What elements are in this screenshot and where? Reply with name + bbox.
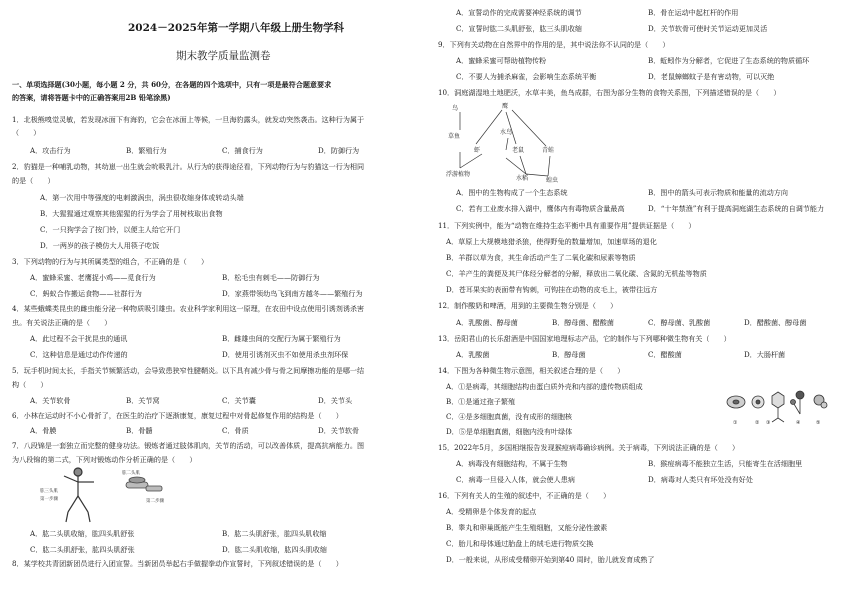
question-text: D．一两岁的孩子模仿大人用筷子吃饭 [40, 241, 160, 250]
question-text: 12．制作酸奶和啤酒，用到的主要微生物分别是（ ） [438, 301, 618, 310]
answer-option: A．关节软骨 [30, 396, 71, 405]
figure-label-d: 第二步骤 [146, 499, 164, 504]
question-text: B．大猩猩通过观察其他猩猩的行为学会了用树枝取出食物 [40, 209, 223, 218]
microbes-diagram [724, 384, 828, 426]
answer-option: C．不要人为捕杀麻雀，会影响生态系统平衡 [456, 72, 597, 81]
answer-option: D．“十年禁渔”有利于提高洞庭湖生态系统的自调节能力 [648, 204, 825, 213]
microbe-label: ④ [796, 420, 801, 426]
section-heading-line2: 的答案，请将答题卡中的正确答案用2B 铅笔涂黑) [12, 93, 171, 102]
answer-option: C．骨质 [222, 426, 249, 435]
question-text: D．苍耳果实的表面带有钩刺，可钩挂在动物的皮毛上，被带往远方 [446, 285, 658, 294]
question-text: 为八段锦的第二式，下列对锻炼动作分析正确的是（ ） [12, 455, 197, 464]
food-web-node: 虾 [474, 147, 481, 154]
section-heading-line1: 一、单项选择题(30小题，每小题 2 分，共 60分，在各题的四个选项中，只有一项是最符合题意要求 [12, 80, 332, 89]
question-text: 10．洞庭湖湿地土地肥沃，水草丰美，鱼鸟成群，右图为部分生物的食物关系图，下列描述错误的是（ ） [438, 88, 781, 97]
answer-option: D．关节软骨 [318, 426, 360, 435]
question-text: 6．小林在运动时不小心骨折了，在医生的治疗下逐渐康复，康复过程中对骨起修复作用的结构是（ ） [12, 411, 343, 420]
food-web-node: 浮游植物 [446, 171, 471, 178]
answer-option: D．老鼠蟑螂蚊子是有害动物，可以灭绝 [648, 72, 775, 81]
arm-diagram [126, 477, 162, 491]
answer-option: A．乳酸菌、醇母菌 [456, 318, 518, 327]
question-text: （ ） [12, 128, 41, 137]
question-text: C．一只狗学会了按门铃，以便主人给它开门 [40, 225, 181, 234]
question-text: B．①是通过孢子繁殖 [446, 397, 516, 406]
food-web-node: 草鱼 [448, 133, 461, 140]
question-text: A．受精卵是个体发育的起点 [446, 507, 537, 516]
question-text: 1．北极熊嗅觉灵敏，若发现冰面下有海豹，它会在冰面上等候，一旦海豹露头，就发动突然袭击。这种行为属于 [12, 115, 365, 124]
answer-option: A．肱二头肌收缩，肱四头肌舒张 [30, 529, 135, 538]
question-text: C．羊产生的粪便及其尸体经分解者的分解，释放出二氧化碳、含氮的无机盐等物质 [446, 269, 707, 278]
answer-option: B．蚯蚓作为分解者，它促进了生态系统的物质循环 [648, 56, 810, 65]
question-text: 8．某学校共青团新团员进行入团宣誓。当新团员举起右手做握拳动作宣誓时，下列叙述错误的是（ ） [12, 559, 343, 568]
question-text: 11．下列实例中，能为“动物在维持生态平衡中具有重要作用”提供证据是（ ） [438, 221, 696, 230]
answer-option: B．骨髓 [126, 426, 153, 435]
microbe-label: ③ [766, 420, 771, 426]
question-text: B．睾丸和卵巢既能产生生殖细胞，又能分泌性激素 [446, 523, 608, 532]
answer-option: A．蜜蜂采蜜可帮助植物传粉 [456, 56, 547, 65]
answer-option: C．宣誓时肱二头肌舒张，肱三头肌收缩 [456, 24, 583, 33]
question-text: 4．某些蛾蝶类昆虫的雌虫能分泌一种物质吸引雄虫。农业科学家利用这一原理，在农田中设点使用引诱剂诱杀害 [12, 304, 365, 313]
answer-option: C．捕食行为 [222, 146, 263, 155]
answer-option: A．攻击行为 [30, 146, 71, 155]
answer-option: B．肱二头肌舒张，肱四头肌收缩 [222, 529, 327, 538]
question-text: B．羊群以草为食，其生命活动产生了二氧化碳和尿素等物质 [446, 253, 636, 262]
food-web-node: 鸟 [452, 105, 459, 112]
food-web-node: 蝗虫 [546, 177, 559, 184]
answer-option: D．关节软骨可使时关节运动更加灵活 [648, 24, 768, 33]
figure-label-c: 第一步骤 [40, 497, 58, 502]
question-text: D．一般来说，从形成受精卵开始到第40 周时，胎儿就发育成熟了 [446, 555, 655, 564]
answer-option: B．雌雄虫间的交配行为属于繁殖行为 [222, 334, 341, 343]
question-text: 16．下列有关人的生殖的叙述中，不正确的是（ ） [438, 491, 611, 500]
answer-option: D．大肠杆菌 [744, 350, 786, 359]
person-figure [64, 468, 94, 522]
answer-option: A．图中的生物构成了一个生态系统 [456, 188, 568, 197]
microbe-label: ② [755, 420, 760, 426]
figure-label-b: 肱二头肌 [122, 471, 140, 476]
question-text: 9．下列有关动物在自然界中的作用的是，其中说法你不认同的是（ ） [438, 40, 670, 49]
answer-option: C．醋酸菌 [648, 350, 682, 359]
microbe-label: ⑤ [816, 420, 821, 426]
food-web-node: 青蛙 [542, 147, 555, 154]
food-web-node: 老鼠 [512, 147, 525, 154]
answer-option: B．图中的箭头可表示物质和能量的流动方向 [648, 188, 788, 197]
question-text: A．草原上大规模地猎杀狼，使得野兔的数量增加，加速草场的退化 [446, 237, 657, 246]
food-web-node: 鹰 [502, 103, 509, 110]
answer-option: A．此过程不会干扰昆虫的通讯 [30, 334, 128, 343]
answer-option: D．病毒对人类只有坏处没有好处 [648, 475, 753, 484]
question-text: 3．下列动物的行为与其所属类型的组合，不正确的是（ ） [12, 257, 209, 266]
question-text: C．胎儿和母体通过胎盘上的绒毛进行物质交换 [446, 539, 594, 548]
microbe-label: ① [733, 420, 738, 426]
question-text: 13．岳阳君山的长乐甜酒是中国国家地理标志产品，它的制作与下列哪种微生物有关（ ） [438, 334, 731, 343]
answer-option: B．骨在运动中起杠杆的作用 [648, 8, 739, 17]
question-text: D．⑤是单细胞真菌，细胞内没有叶绿体 [446, 427, 573, 436]
answer-option: B．醇母菌、醋酸菌 [552, 318, 614, 327]
answer-option: B．猴痘病毒不能独立生活，只能寄生在活细胞里 [648, 459, 803, 468]
answer-option: D．肱二头肌收缩，肱四头肌收缩 [222, 545, 327, 554]
figure-label-a: 肱三头肌 [40, 489, 58, 494]
answer-option: D．关节头 [318, 396, 353, 405]
answer-option: A．蜜蜂采蜜、老鹰捉小鸡——觅食行为 [30, 273, 156, 282]
answer-option: C．这种信息是通过动作传递的 [30, 350, 128, 359]
answer-option: A．乳酸菌 [456, 350, 490, 359]
answer-option: C．关节囊 [222, 396, 256, 405]
question-text: 15．2022年5月，多国相继报告发现猴痘病毒确诊病例。关于病毒，下列说法正确的是（ ） [438, 443, 740, 452]
question-text: A．①是病毒，其细胞结构由蛋白质外壳和内部的遗传物质组成 [446, 382, 643, 391]
question-text: A．第一次用中等强度的电刺激涡虫，涡虫很收缩身体或转动头端 [40, 193, 244, 202]
question-text: 14．下图为各种微生物示意图，相关叙述合理的是（ ） [438, 366, 625, 375]
answer-option: C．病毒一旦侵入人体，就会使人患病 [456, 475, 575, 484]
food-web-diagram [446, 100, 576, 184]
answer-option: B．繁殖行为 [126, 146, 167, 155]
answer-option: C．若有工业废水排入湖中，鹰体内有毒物质含量最高 [456, 204, 625, 213]
answer-option: D．醋酸菌、醇母菌 [744, 318, 807, 327]
answer-option: C．蚂蚁合作搬运食物——社群行为 [30, 289, 142, 298]
answer-option: A．骨膜 [30, 426, 57, 435]
food-web-node: 水鸟 [500, 129, 513, 136]
question-text: 的是（ ） [12, 176, 55, 185]
answer-option: B．松毛虫有刺毛——防御行为 [222, 273, 320, 282]
page-title: 2024－2025年第一学期八年级上册生物学科 [128, 22, 344, 34]
answer-option: C．肱二头肌舒张，肱四头肌舒张 [30, 545, 135, 554]
question-text: 7．八段锦是一套独立而完整的健身功法。锻炼者通过肢体肌肉，关节的活动，可以改善体质，提高抗病能力。图 [12, 441, 365, 450]
answer-option: A．病毒没有细胞结构，不属于生物 [456, 459, 568, 468]
answer-option: C．醇母菌、乳酸菌 [648, 318, 711, 327]
answer-option: B．关节窝 [126, 396, 160, 405]
figure-baduanjin [40, 462, 170, 526]
question-text: C．④是多细胞真菌，没有成形的细胞核 [446, 412, 573, 421]
food-web-node: 水稻 [516, 175, 529, 182]
question-text: 虫。有关说法正确的是（ ） [12, 318, 112, 327]
question-text: 2．豹猫是一种哺乳动物，其幼崽一出生就会吮吸乳汁。从行为的获得途径看，下列动物行为与豹猫这一行为相同 [12, 162, 365, 171]
answer-option: D．家燕带领幼鸟飞到南方越冬——繁殖行为 [222, 289, 363, 298]
answer-option: B．醇母菌 [552, 350, 586, 359]
answer-option: D．使用引诱剂灭虫不如使用杀虫剂环保 [222, 350, 349, 359]
page-subtitle: 期末教学质量监测卷 [176, 50, 271, 62]
question-text: 5．玩手机时间太长，手指关节频繁活动，会导致患狭窄性腱鞘炎。以下具有减少骨与骨之间摩擦功能的是哪一结 [12, 366, 365, 375]
question-text: 构（ ） [12, 380, 48, 389]
answer-option: D．防御行为 [318, 146, 360, 155]
answer-option: A．宣誓动作的完成需要神经系统的调节 [456, 8, 582, 17]
